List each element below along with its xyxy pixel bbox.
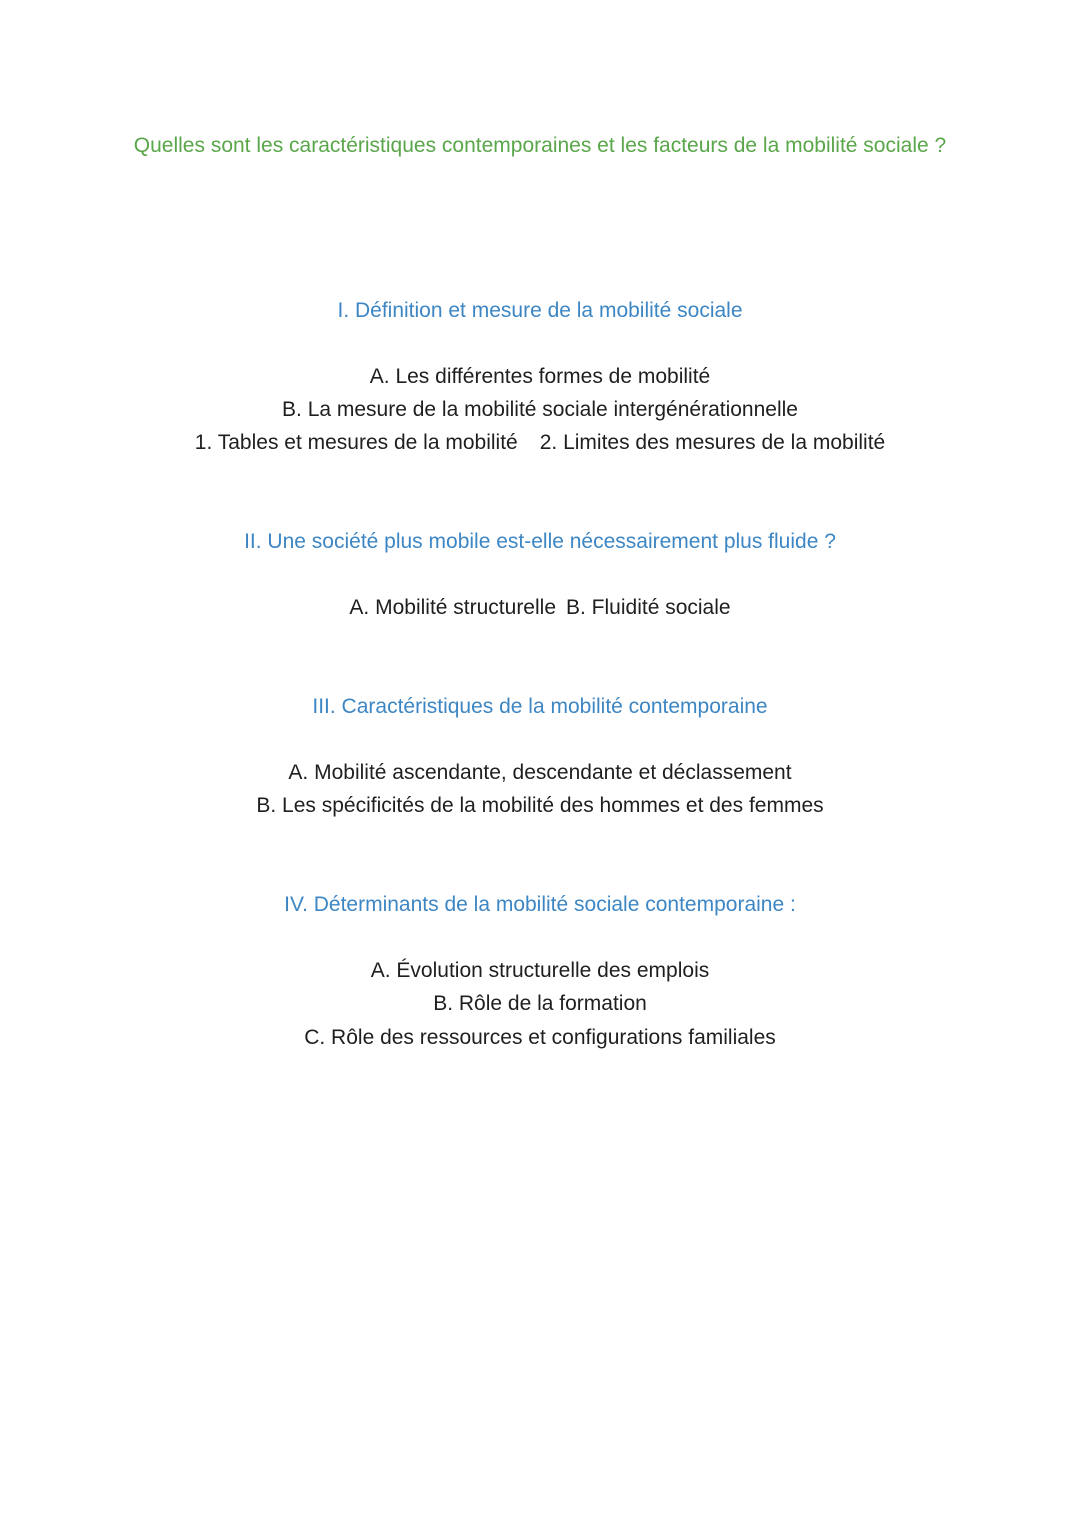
section-4-item-c: C. Rôle des ressources et configurations familiales <box>304 1026 776 1049</box>
section-1-item-b: B. La mesure de la mobilité sociale intergénérationnelle <box>282 398 798 421</box>
section-2-item-b: B. Fluidité sociale <box>566 596 731 619</box>
section-1-subitem-1: 1. Tables et mesures de la mobilité <box>194 431 518 454</box>
section-1-subitem-2: 2. Limites des mesures de la mobilité <box>539 431 886 454</box>
section-4-item-b: B. Rôle de la formation <box>433 992 647 1015</box>
section-4-heading: IV. Déterminants de la mobilité sociale contemporaine : <box>284 893 796 916</box>
section-1-subitems <box>0 430 1080 456</box>
section-1-item-a: A. Les différentes formes de mobilité <box>369 365 711 388</box>
section-1-heading: I. Définition et mesure de la mobilité sociale <box>337 299 743 322</box>
section-2-items <box>0 595 1080 621</box>
section-3-item-a: A. Mobilité ascendante, descendante et déclassement <box>288 761 792 784</box>
section-2-heading: II. Une société plus mobile est-elle nécessairement plus fluide ? <box>244 530 836 553</box>
section-3-item-b: B. Les spécificités de la mobilité des hommes et des femmes <box>256 794 824 817</box>
section-3-heading: III. Caractéristiques de la mobilité contemporaine <box>312 695 768 718</box>
section-2-item-a: A. Mobilité structurelle <box>349 596 556 619</box>
section-4-item-a: A. Évolution structurelle des emplois <box>370 959 710 982</box>
main-question: Quelles sont les caractéristiques contemporaines et les facteurs de la mobilité sociale ? <box>133 134 947 157</box>
